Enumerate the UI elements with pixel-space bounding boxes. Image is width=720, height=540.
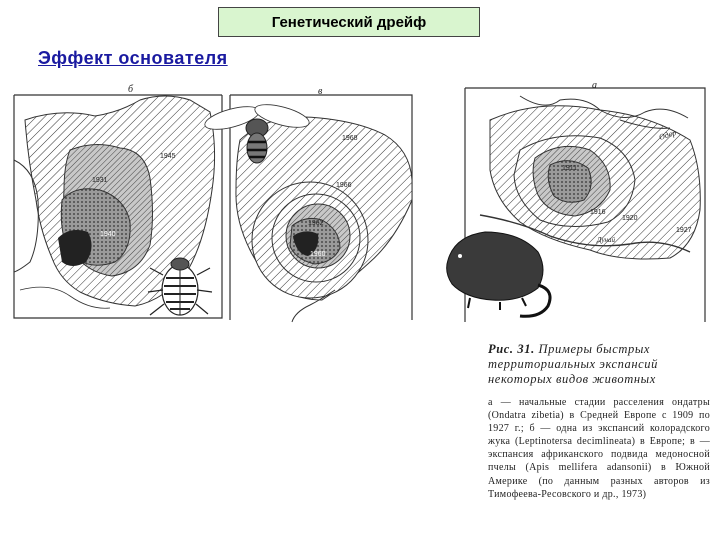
panel-b-year-1: 1945 bbox=[160, 153, 176, 160]
panel-a-year-3: 1920 bbox=[622, 215, 638, 222]
panel-b-year-3: 1940 bbox=[100, 231, 116, 238]
figure-caption bbox=[488, 342, 710, 501]
panel-v-year-1: 1968 bbox=[342, 135, 358, 142]
panel-v-year-3: 1962 bbox=[308, 220, 324, 227]
slide-title: Генетический дрейф bbox=[218, 7, 480, 37]
panel-v-letter: в bbox=[318, 86, 323, 97]
panel-a-year-1: 1911 bbox=[562, 165, 578, 172]
panel-v-year-2: 1966 bbox=[336, 182, 352, 189]
panel-a-year-2: 1916 bbox=[590, 209, 606, 216]
panel-v-year-4: 1960 bbox=[310, 251, 326, 258]
panel-b-letter: б bbox=[128, 84, 134, 95]
caption-heading-block bbox=[488, 342, 710, 387]
panel-a-letter: а bbox=[592, 80, 597, 91]
caption-heading: Примеры быстрых территориальных экспансий некоторых видов животных bbox=[488, 342, 659, 386]
muskrat-icon bbox=[447, 232, 550, 316]
panel-a-year-4: 1927 bbox=[676, 227, 692, 234]
river-oder: Одер bbox=[657, 127, 678, 142]
caption-body: а — начальные стадии расселения ондатры (Ondatra zibetia) в Средней Европе с 1909 по 1927 г.; б — одна из экспансий колорадского жука (Leptinotersa decimlineata) в Европе; в — экспансия африканского подвида медоносной пчелы (Apis mellifera adansonii) в Южной Америке (по данным разных авторов из Тимофеева-Ресовского и др., 1973) bbox=[488, 397, 710, 500]
slide-subtitle: Эффект основателя bbox=[38, 48, 228, 68]
river-danube: Дунай bbox=[597, 236, 616, 244]
caption-fig-label: Рис. 31. bbox=[488, 342, 535, 356]
panel-b-year-2: 1931 bbox=[92, 177, 108, 184]
